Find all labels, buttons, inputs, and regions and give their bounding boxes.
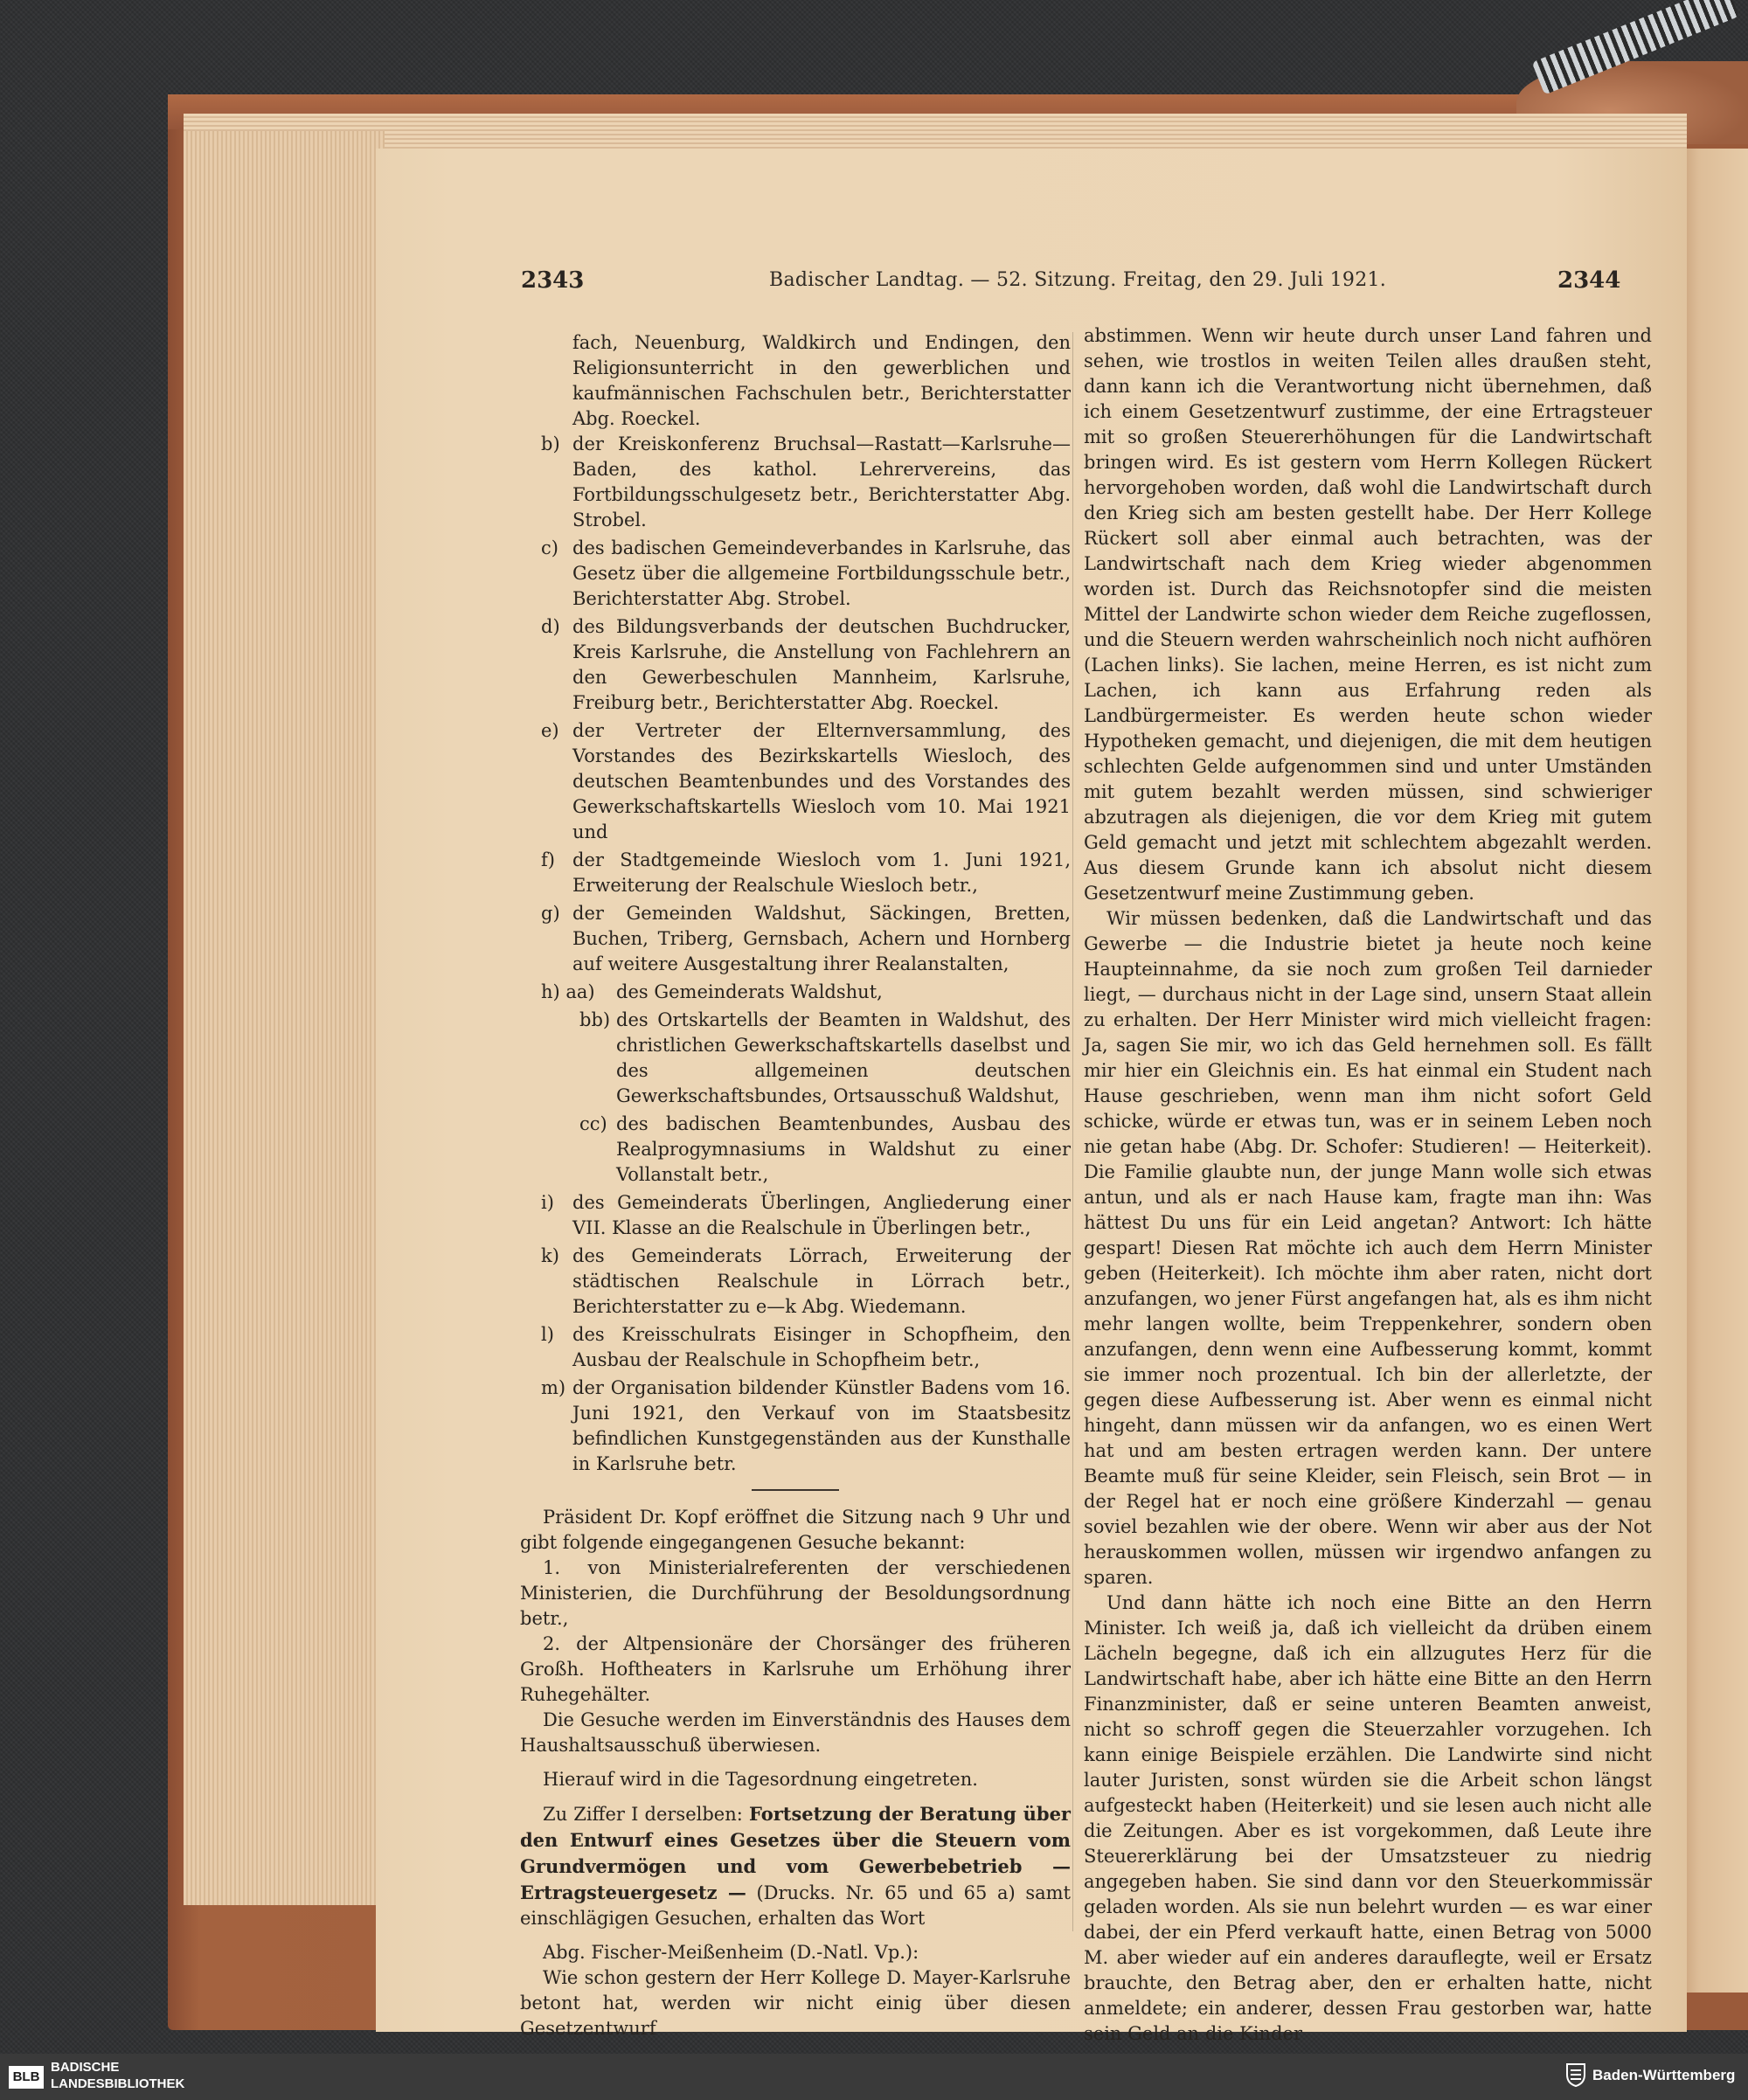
item-label: e): [541, 720, 559, 741]
list-item: [520, 718, 1071, 845]
item-label: d): [541, 616, 560, 637]
item-label: m): [541, 1377, 566, 1398]
item-label: k): [541, 1245, 559, 1266]
page-number-right: 2344: [1557, 267, 1621, 294]
library-name-line2: LANDESBIBLIOTHEK: [51, 2076, 185, 2091]
page-edges: [184, 131, 385, 1905]
coat-of-arms-icon: [1564, 2062, 1587, 2089]
list-item: [520, 980, 1071, 1005]
item-label: c): [541, 537, 558, 558]
agenda-prefix: Zu Ziffer I derselben:: [543, 1804, 749, 1825]
facing-page: [1678, 149, 1748, 1993]
list-item: fach, Neuenburg, Waldkirch und Endingen, den Religionsunterricht in den gewerblichen und kaufmännischen Fachschulen betr., Berichterstatter Abg. Roeckel.: [572, 332, 1071, 429]
list-subitem: [520, 1112, 1071, 1188]
list-item: [520, 848, 1071, 898]
item-text: des Gemeinderats Überlingen, Angliederung einer VII. Klasse an die Realschule in Überlingen betr.,: [572, 1192, 1071, 1238]
item-text: der Kreiskonferenz Bruchsal—Rastatt—Karlsruhe—Baden, des kathol. Lehrervereins, das Fortbildungsschulgesetz betr., Berichterstatter Abg. Strobel.: [572, 433, 1071, 530]
column-divider: [1072, 332, 1073, 1931]
blb-logo[interactable]: BLB: [9, 2066, 44, 2089]
item-text: des Gemeinderats Lörrach, Erweiterung der städtischen Realschule in Lörrach betr., Berichterstatter zu e—k Abg. Wiedemann.: [572, 1245, 1071, 1317]
item-text: des Kreisschulrats Eisinger in Schopfheim, den Ausbau der Realschule in Schopfheim betr.,: [572, 1324, 1071, 1370]
speaker-name: Abg. Fischer-Meißenheim (D.-Natl. Vp.):: [543, 1942, 919, 1963]
running-header: Badischer Landtag. — 52. Sitzung. Freitag, den 29. Juli 1921.: [769, 269, 1387, 291]
item-text: des badischen Gemeindeverbandes in Karlsruhe, das Gesetz über die allgemeine Fortbildungsschule betr., Berichterstatter Abg. Strobel.: [572, 537, 1071, 609]
item-label: f): [541, 849, 555, 870]
item-label: h) aa): [541, 981, 595, 1002]
list-item: [520, 432, 1071, 533]
list-item: [520, 1190, 1071, 1241]
item-label: i): [541, 1192, 554, 1213]
list-subitem: [520, 1008, 1071, 1109]
page-number-left: 2343: [521, 267, 585, 294]
item-text: des Gemeinderats Waldshut,: [616, 981, 883, 1002]
president-announcement: Präsident Dr. Kopf eröffnet die Sitzung nach 9 Uhr und gibt folgende eingegangenen Gesuche bekannt:: [520, 1507, 1071, 1553]
right-column: [1084, 323, 1652, 2047]
list-item: [520, 1322, 1071, 1373]
speech-paragraph: Und dann hätte ich noch eine Bitte an den Herrn Minister. Ich weiß ja, daß ich vielleicht da drüben einem Lächeln begegne, daß ich ein allzugutes Herz für die Landwirtschaft habe, aber ich hätte eine Bitte an den Herrn Finanzminister, daß er seine unteren Beamten anweist, nicht so schroff gegen die Steuerzahler vorzugehen. Ich kann einige Beispiele erzählen. Die Landwirte sind nicht lauter Juristen, sonst würden sie die Arbeit schon längst aufgesteckt haben (Heiterkeit) und sie lesen auch nicht alle die Zeitungen. Aber es ist vorgekommen, daß Leute ihre Steuererklärung bei der Umsatzsteuer zu niedrig angegeben haben. Sie sind dann vor den Steuerkommissär geladen worden. Als sie nun belehrt wurden — es war einer dabei, der ein Pferd verkauft hatte, einen Betrag von 5000 M. aber wieder auf ein anderes darauflegte, weil er Ersatz brauchte, den Betrag aber, den er erhalten hatte, nicht anmeldete; ein anderer, dessen Frau gestorben war, hatte sein Geld an die Kinder: [1084, 1592, 1652, 2044]
item-text: des Ortskartells der Beamten in Waldshut, des christlichen Gewerkschaftskartells daselbst und des allgemeinen deutschen Gewerkschaftsbundes, Ortsausschuß Waldshut,: [616, 1009, 1071, 1106]
item-text: der Stadtgemeinde Wiesloch vom 1. Juni 1921, Erweiterung der Realschule Wiesloch betr.,: [572, 849, 1071, 896]
state-logo-text[interactable]: Baden-Württemberg: [1592, 2067, 1736, 2083]
item-text: des badischen Beamtenbundes, Ausbau des Realprogymnasiums in Waldshut zu einer Vollanstalt betr.,: [616, 1113, 1071, 1185]
agenda-item: [520, 1801, 1071, 1931]
item-label: b): [541, 433, 560, 454]
petition-item: 1. von Ministerialreferenten der verschiedenen Ministerien, die Durchführung der Besoldungsordnung betr.,: [520, 1557, 1071, 1629]
list-item: [520, 1376, 1071, 1477]
footer-bar: [0, 2054, 1748, 2100]
item-text: der Vertreter der Elternversammlung, des Vorstandes des Bezirkskartells Wiesloch, des deutschen Beamtenbundes und des Vorstandes des Gewerkschaftskartells Wiesloch vom 10. Mai 1921 und: [572, 720, 1071, 842]
library-name: [51, 2059, 184, 2092]
agenda-note: Hierauf wird in die Tagesordnung eingetreten.: [543, 1769, 978, 1790]
item-label: l): [541, 1324, 554, 1345]
item-label: g): [541, 903, 560, 924]
speech-paragraph: Wir müssen bedenken, daß die Landwirtschaft und das Gewerbe — die Industrie bietet ja heute noch keine Haupteinnahme, da sie noch zum großen Teil darnieder liegt, — durchaus nicht in der Lage sind, unsern Staat allein zu erhalten. Der Herr Minister wird mich vielleicht fragen: Ja, sagen Sie mir, wo ich das Geld hernehmen soll. Es fällt mir hier ein Gleichnis ein. Es hat einmal ein Student nach Hause geschrieben, wenn man ihm nicht sofort Geld schicke, würde er etwas tun, was er in seinem Leben noch nie getan habe (Abg. Dr. Schofer: Studieren! — Heiterkeit). Die Familie glaubte nun, der junge Mann wolle sich etwas antun, und als er nach Hause kam, fragte man ihn: Was hättest Du uns für ein Leid angetan? Antwort: Ich hätte gespart! Diesen Rat möchte ich auch dem Herrn Minister geben (Heiterkeit). Ich möchte ihm aber raten, nicht dort anzufangen, wo jener Fürst angefangen hat, als es ihm nicht mehr langen wollte, beim Treppenkehrer, sondern oben anzufangen, denn wenn eine Aufbesserung kommt, kommt sie immer noch prozentual. Ich bin der allerletzte, der gegen diese Aufbesserung ist. Aber wenn es einmal nicht hingeht, dann müssen wir da anfangen, wo es einen Wert hat und am besten ertragen werden kann. Der untere Beamte muß für seine Kleider, sein Fleisch, sein Brot — in der Regel hat er noch eine größere Kinderzahl — genau soviel bezahlen wie der obere. Wenn wir aber aus der Not herauskommen wollen, müssen wir irgendwo anfangen zu sparen.: [1084, 908, 1652, 1588]
petition-note: Die Gesuche werden im Einverständnis des Hauses dem Haushaltsausschuß überwiesen.: [520, 1709, 1071, 1756]
library-name-line1: BADISCHE: [51, 2060, 120, 2075]
left-column: [520, 330, 1071, 2041]
list-item: [520, 614, 1071, 716]
petition-item: 2. der Altpensionäre der Chorsänger des früheren Großh. Hoftheaters in Karlsruhe um Erhöhung ihrer Ruhegehälter.: [520, 1633, 1071, 1705]
speech-text: Wie schon gestern der Herr Kollege D. Mayer-Karlsruhe betont hat, werden wir nicht einig über diesen Gesetzentwurf: [520, 1967, 1071, 2039]
item-label: bb): [579, 1009, 611, 1030]
agenda-suffix: (Drucks. Nr. 65 und 65 a) samt einschlägigen Gesuchen, erhalten das Wort: [520, 1882, 1071, 1929]
item-text: der Gemeinden Waldshut, Säckingen, Bretten, Buchen, Triberg, Gernsbach, Achern und Hornberg auf weitere Ausgestaltung ihrer Realanstalten,: [572, 903, 1071, 974]
list-item: [520, 1244, 1071, 1320]
agenda-title: Fortsetzung der Beratung über den Entwurf eines Gesetzes über die Steuern vom Grundvermögen und vom Gewerbebetrieb — Ertragsteuergesetz —: [520, 1803, 1071, 1903]
list-item: [520, 536, 1071, 612]
speech-paragraph: abstimmen. Wenn wir heute durch unser Land fahren und sehen, wie trostlos in weiten Teilen alles draußen steht, dann kann ich die Verantwortung nicht übernehmen, daß ich einem Gesetzentwurf zustimme, der eine Ertragsteuer mit so großen Steuererhöhungen für die Landwirtschaft bringen wird. Es ist gestern vom Herrn Kollegen Rückert hervorgehoben worden, daß wohl die Landwirtschaft durch den Krieg sich am besten gestellt habe. Der Herr Kollege Rückert soll aber einmal auch betrachten, was der Landwirtschaft nach dem Krieg wieder abgenommen worden ist. Durch das Reichsnotopfer sind die meisten Mittel der Landwirte schon wieder dem Reiche zugeflossen, und die Steuern werden wahrscheinlich noch nicht aufhören (Lachen links). Sie lachen, meine Herren, es ist nicht zum Lachen, ich kann aus Erfahrung reden als Landbürgermeister. Es werden heute schon wieder Hypotheken gemacht, und diejenigen, die mit dem heutigen schlechten Gelde aufgenommen sind und unter Umständen mit gutem bezahlt werden müssen, sind schwieriger abzutragen als diejenigen, die vor dem Krieg mit gutem Geld gemacht und jetzt mit schlechtem abgezahlt werden. Aus diesem Grunde kann ich absolut nicht diesem Gesetzentwurf meine Zustimmung geben.: [1084, 325, 1652, 904]
list-item: [520, 901, 1071, 977]
section-rule: [752, 1489, 839, 1491]
item-text: der Organisation bildender Künstler Badens vom 16. Juni 1921, den Verkauf von im Staatsbesitz befindlichen Kunstgegenständen aus der Kunsthalle in Karlsruhe betr.: [572, 1377, 1071, 1474]
item-label: cc): [579, 1113, 607, 1134]
item-text: des Bildungsverbands der deutschen Buchdrucker, Kreis Karlsruhe, die Anstellung von Fachlehrern an den Gewerbeschulen Mannheim, Karlsruhe, Freiburg betr., Berichterstatter Abg. Roeckel.: [572, 616, 1071, 713]
